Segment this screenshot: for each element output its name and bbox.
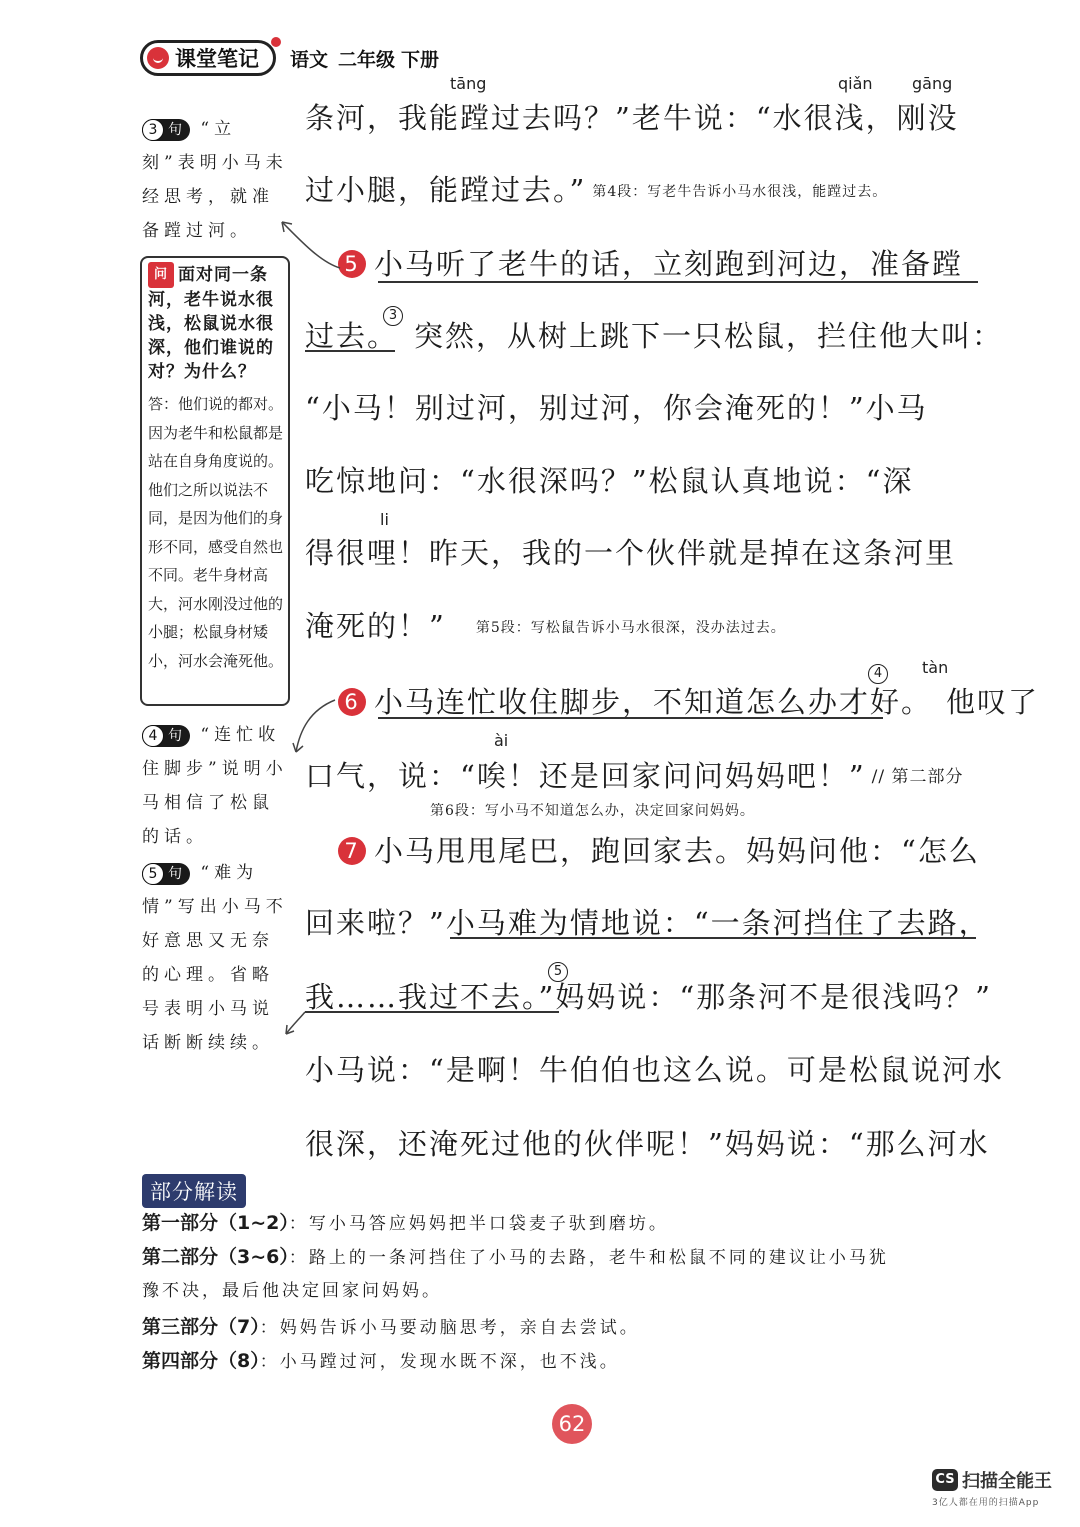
sidebar-note-text: “难为情”写出小马不好意思又无奈的心理。省略号表明小马说话断断续续。 (142, 863, 288, 1053)
paragraph-number: 5 (338, 250, 366, 278)
pinyin-tan: tàn (922, 658, 949, 677)
pinyin-gang: gāng (912, 74, 953, 93)
sentence-badge: 5 句 (142, 863, 190, 885)
cs-logo-icon: CS (932, 1469, 958, 1491)
part-item (142, 1208, 669, 1235)
sidebar-note-5 (142, 856, 290, 1060)
part-divider: // 第二部分 (871, 767, 964, 787)
part-label: 第一部分（1~2） (142, 1212, 289, 1234)
part-label: 第二部分（3~6） (142, 1246, 289, 1268)
text-span: 过去。 (305, 319, 399, 353)
parts-title: 部分解读 (142, 1174, 246, 1208)
header-grade: 二年级 (338, 48, 396, 71)
text-line: “小马！别过河，别过河，你会淹死的！”小马 (305, 391, 928, 425)
text-line: 很深，还淹死过他的伙伴呢！”妈妈说：“那么河水 (305, 1127, 990, 1161)
part-text: ：小马蹚过河，发现水既不深，也不浅。 (259, 1352, 620, 1372)
question-tag: 问 (148, 262, 174, 288)
answer-text: 答：他们说的都对。因为老牛和松鼠都是站在自身角度说的。他们之所以说法不同，是因为他们的身形不同，感受自然也不同。老牛身材高大，河水刚没过他的小腿；松鼠身材矮小，河水会淹死他。 (148, 395, 284, 670)
sentence-marker: 3 (383, 306, 403, 326)
brand-label: 课堂笔记 (175, 47, 259, 71)
text-span: 突然，从树上跳下一只松鼠，拦住他大叫： (414, 319, 1004, 353)
watermark-name: 扫描全能王 (962, 1471, 1052, 1492)
text-span: 他叹了 (946, 685, 1040, 719)
text-span: 妈妈说：“那条河不是很浅吗？” (555, 980, 992, 1014)
question-text: 问 面对同一条河，老牛说水很浅，松鼠说水很深，他们谁说的对？为什么？ (148, 262, 284, 384)
sentence-badge: 4 句 (142, 725, 190, 747)
question-box (140, 256, 290, 706)
part-item-continued: 豫不决，最后他决定回家问妈妈。 (142, 1281, 442, 1301)
pinyin-ai: ài (494, 731, 509, 750)
text-span: 小马连忙收住脚步，不知道怎么办才好。 (374, 685, 933, 719)
page-number: 62 (552, 1404, 592, 1444)
text-line: 吃惊地问：“水很深吗？”松鼠认真地说：“深 (305, 464, 914, 498)
text-span: 我……我过不去。” (305, 980, 556, 1014)
part-text: ：妈妈告诉小马要动脑思考，亲自去尝试。 (259, 1318, 640, 1338)
sidebar-note-4 (142, 718, 290, 854)
watermark-subtitle: 3亿人都在用的扫描App (932, 1498, 1040, 1508)
pinyin-qian: qiǎn (838, 74, 873, 93)
text-span: 小马听了老牛的话，立刻跑到河边，准备蹚 (374, 247, 964, 281)
text-span: 淹死的！” (305, 609, 446, 643)
pinyin-tang: tāng (450, 74, 487, 93)
part-text: ：写小马答应妈妈把半口袋麦子驮到磨坊。 (288, 1214, 669, 1234)
text-span: 口气，说：“唉！还是回家问问妈妈吧！” (305, 759, 866, 793)
paragraph-note: 第5段：写松鼠告诉小马水很深，没办法过去。 (475, 620, 786, 636)
text-span: 小马甩甩尾巴，跑回家去。妈妈问他：“怎么 (374, 834, 980, 868)
part-item (142, 1242, 889, 1269)
text-line: 回来啦？”小马难为情地说：“一条河挡住了去路， (305, 906, 990, 940)
paragraph-number: 7 (338, 837, 366, 865)
header-subject: 语文 (290, 48, 329, 71)
part-item (142, 1312, 640, 1339)
part-item (142, 1346, 620, 1373)
paragraph-note: 第4段：写老牛告诉小马水很浅，能蹚过去。 (592, 184, 888, 200)
sidebar-note-3 (142, 112, 290, 248)
sidebar-note-text: “立刻”表明小马未经思考，就准备蹚过河。 (142, 119, 288, 241)
part-label: 第三部分（7） (142, 1316, 260, 1338)
text-span: 过小腿，能蹚过去。” (305, 173, 587, 207)
sentence-marker: 5 (548, 962, 568, 982)
header-volume: 下册 (401, 48, 440, 71)
paragraph-number: 6 (338, 688, 366, 716)
text-line: 小马说：“是啊！牛伯伯也这么说。可是松鼠说河水 (305, 1053, 1004, 1087)
pinyin-li: li (380, 510, 389, 529)
sentence-badge: 3 句 (142, 119, 190, 141)
text-line: 条河，我能蹚过去吗？”老牛说：“水很浅，刚没 (305, 101, 959, 135)
part-label: 第四部分（8） (142, 1350, 260, 1372)
scanner-watermark (932, 1467, 1052, 1508)
sentence-marker: 4 (868, 664, 888, 684)
paragraph-note: 第6段：写小马不知道怎么办，决定回家问妈妈。 (430, 803, 755, 819)
sidebar-note-text: “连忙收住脚步”说明小马相信了松鼠的话。 (142, 725, 288, 847)
text-line: 得很哩！昨天，我的一个伙伴就是掉在这条河里 (305, 536, 957, 570)
part-text: ：路上的一条河挡住了小马的去路，老牛和松鼠不同的建议让小马犹 (288, 1248, 889, 1268)
